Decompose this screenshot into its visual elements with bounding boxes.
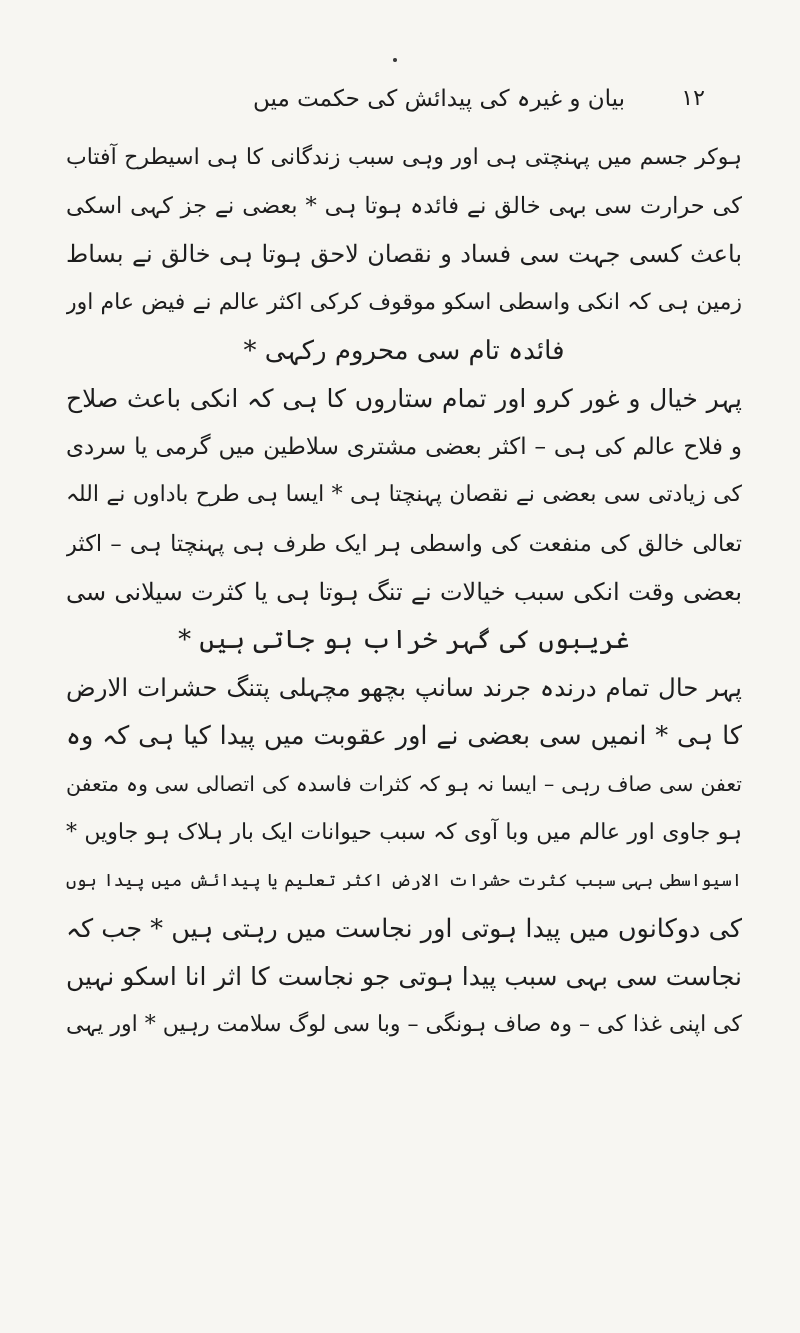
page-header	[165, 82, 705, 116]
text-line: زمین ہی کہ انکی واسطی اسکو موقوف کرکی اکثر عالم نے فیض عام اور	[66, 289, 742, 315]
text-line: فائدہ تام سی محروم رکہی *	[243, 335, 565, 366]
text-line: و فلاح عالم کی ہی – اکثر بعضی مشتری سلاطین میں گرمی یا سردی	[66, 434, 742, 461]
text-line: تعالی خالق کی منفعت کی واسطی ہر ایک طرف ہی پہنچتا ہی – اکثر	[66, 530, 742, 557]
text-line: باعث کسی جہت سی فساد و نقصان لاحق ہوتا ہی خالق نے بساط	[66, 240, 742, 269]
text-line: پہر خیال و غور کرو اور تمام ستاروں کا ہی کہ انکی باعث صلاح	[66, 383, 742, 413]
running-title: بیان و غیرہ کی پیدائش کی حکمت میں	[253, 86, 625, 112]
body-text	[66, 134, 742, 1050]
page-number: ۱۲	[681, 86, 705, 111]
text-line: ہو جاوی اور عالم میں وبا آوی کہ سبب حیوانات ایک بار ہلاک ہو جاویں *	[66, 819, 742, 845]
ink-speck	[393, 58, 397, 62]
text-line: بعضی وقت انکی سبب خیالات نے تنگ ہوتا ہی یا کثرت سیلانی سی	[66, 577, 742, 606]
text-line: کا ہی * انمیں سی بعضی نے اور عقوبت میں پیدا کیا ہی کہ وہ	[66, 721, 742, 752]
text-line: غریبوں کی گہر خراب ہو جاتی ہیں *	[178, 624, 630, 655]
text-line: کی حرارت سی بہی خالق نے فائدہ ہوتا ہی * بعضی نے جز کہی اسکی	[66, 193, 742, 220]
text-line: کی زیادتی سی بعضی نے نقصان پہنچتا ہی * ایسا ہی طرح باداوں نے اللہ	[66, 482, 742, 508]
text-line: اسیواسطی بہی سبب کثرت حشرات الارض اکثر تعلیم یا پیدائش میں پیدا ہوں	[66, 870, 742, 891]
text-line: تعفن سی صاف رہی – ایسا نہ ہو کہ کثرات فاسدہ کی اتصالی سی وہ متعفن	[66, 772, 742, 797]
text-line: کی دوکانوں میں پیدا ہوتی اور نجاست میں رہتی ہیں * جب کہ	[66, 914, 742, 944]
text-line: کی اپنی غذا کی – وہ صاف ہونگی – وبا سی لوگ سلامت رہیں * اور یہی	[66, 1012, 742, 1038]
text-line: پہر حال تمام درندہ جرند سانپ بچھو مچہلی پتنگ حشرات الارض	[66, 673, 742, 703]
text-line: ہوکر جسم میں پہنچتی ہی اور وہی سبب زندگانی کا ہی اسیطرح آفتاب	[66, 145, 742, 170]
text-line: نجاست سی بہی سبب پیدا ہوتی جو نجاست کا اثر انا اسکو نہیں	[66, 962, 742, 992]
